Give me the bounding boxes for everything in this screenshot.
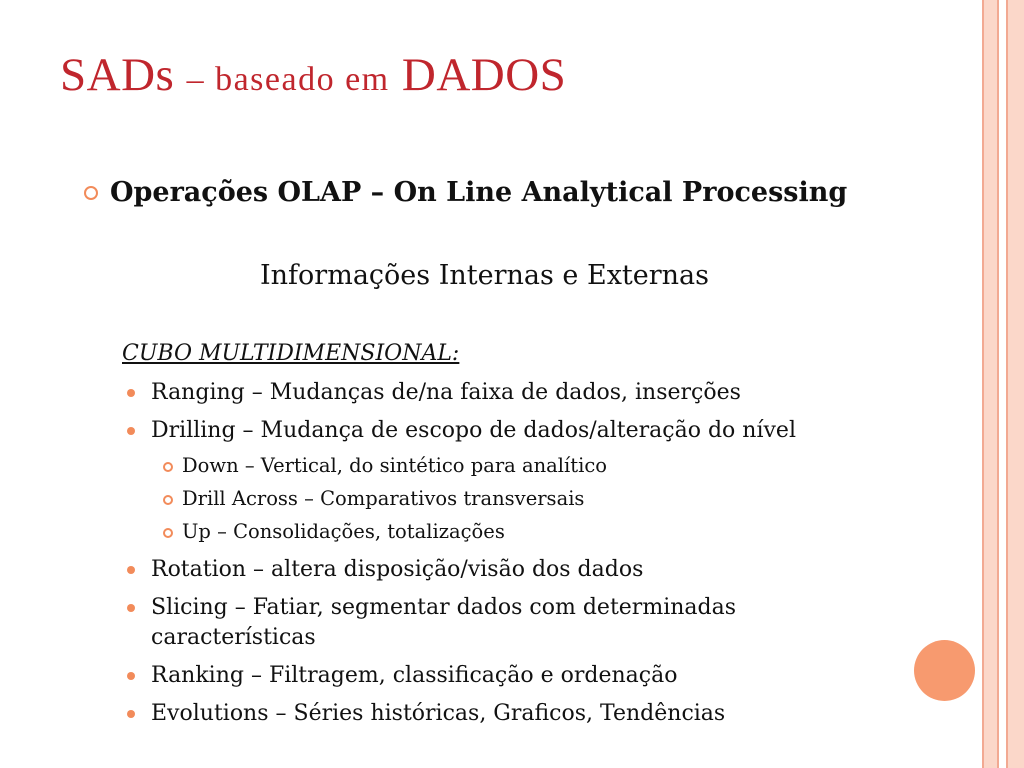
- decor-stripe-gap: [999, 0, 1006, 768]
- cubo-label: CUBO MULTIDIMENSIONAL:: [122, 341, 460, 366]
- bullet-icon: [127, 604, 135, 612]
- bullet-icon: [127, 389, 135, 397]
- decor-circle: [914, 640, 975, 701]
- list-item: Slicing – Fatiar, segmentar dados com determinadas características: [151, 595, 736, 650]
- bullet-icon: [127, 710, 135, 718]
- title-part2: – baseado em: [186, 61, 390, 98]
- list-item: Ranging – Mudanças de/na faixa de dados, inserções: [151, 380, 741, 405]
- list-item: Evolutions – Séries históricas, Graficos, Tendências: [151, 701, 726, 726]
- slide-title: [60, 48, 566, 102]
- ring-bullet-icon: [163, 462, 173, 472]
- decor-stripe-band: [1008, 0, 1024, 768]
- level1-heading: Operações OLAP – On Line Analytical Processing: [110, 177, 848, 208]
- title-part3: DADOS: [401, 49, 567, 101]
- sub-list-item: Up – Consolidações, totalizações: [182, 520, 505, 543]
- list-item: Rotation – altera disposição/visão dos dados: [151, 557, 644, 582]
- list-item: Drilling – Mudança de escopo de dados/alteração do nível: [151, 418, 796, 443]
- list-item: Ranking – Filtragem, classificação e ordenação: [151, 663, 678, 688]
- bullet-icon: [127, 672, 135, 680]
- sub-list-item: Down – Vertical, do sintético para analítico: [182, 454, 607, 477]
- level1-subtitle: Informações Internas e Externas: [260, 260, 709, 291]
- bullet-icon: [127, 566, 135, 574]
- sub-list-item: Drill Across – Comparativos transversais: [182, 487, 585, 510]
- title-part1: SADs: [60, 49, 175, 101]
- decor-stripe-band: [984, 0, 997, 768]
- ring-bullet-icon: [163, 495, 173, 505]
- ring-bullet-icon: [163, 528, 173, 538]
- ring-bullet-icon: [84, 186, 98, 200]
- bullet-icon: [127, 427, 135, 435]
